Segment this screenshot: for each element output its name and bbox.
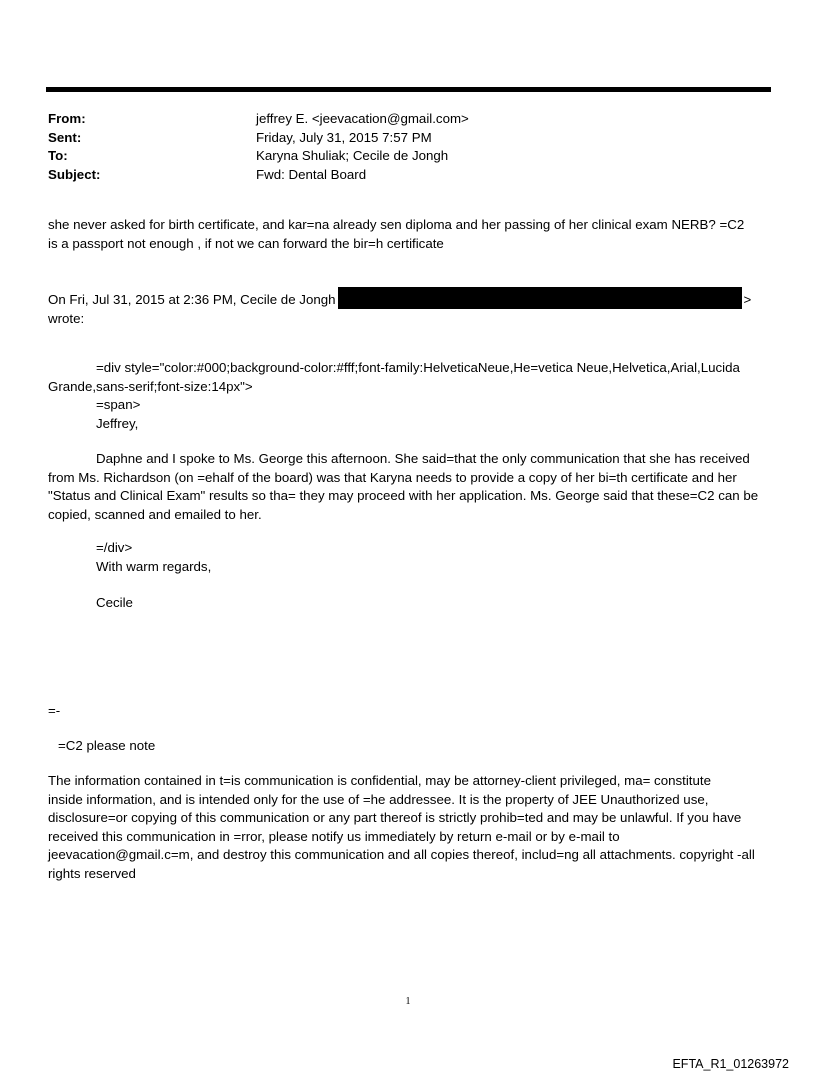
message-paragraph [48, 216, 773, 253]
note-line: =C2 please note [58, 738, 156, 753]
subject-label: Subject: [48, 166, 101, 182]
message-line: is a passport not enough , if not we can forward the bir=h certificate [48, 235, 444, 251]
quoted-line: copied, scanned and emailed to her. [48, 506, 262, 522]
from-row [48, 110, 768, 129]
disclaimer-line: inside information, and is intended only for the use of =he addressee. It is the property of JEE Unauthorized use, [48, 791, 709, 807]
header-rule [46, 87, 771, 92]
div-line: =div style="color:#000;background-color:#fff;font-family:HelveticaNeue,He=vetica Neue,Helvetica,Arial,Lucida [96, 360, 740, 375]
page-number: 1 [405, 996, 411, 1007]
closing [48, 539, 773, 576]
enddiv-line: =/div> [96, 540, 133, 555]
quote-intro-wrote: wrote: [48, 310, 85, 326]
sent-row [48, 129, 768, 148]
disclaimer-line: disclosure=or copying of this communication or any part thereof is strictly prohib=ted and may be unlawful. If you have [48, 810, 742, 825]
to-label: To: [48, 148, 68, 163]
message-line: she never asked for birth certificate, and kar=na already sen diploma and her passing of her clinical exam NERB? =C2 [48, 217, 745, 232]
to-value: Karyna Shuliak; Cecile de Jongh [256, 148, 449, 163]
subject-value: Fwd: Dental Board [256, 166, 367, 182]
div-line: Grande,sans-serif;font-size:14px"> [48, 378, 253, 394]
subject-row [48, 166, 768, 185]
signature-name: Cecile [96, 595, 133, 610]
signature [48, 594, 773, 613]
separator: =- [48, 703, 61, 718]
quoted-paragraph [48, 450, 773, 524]
greeting: Jeffrey, [96, 415, 139, 431]
quote-intro-line [48, 287, 773, 310]
span-line: =span> [96, 397, 141, 412]
disclaimer-line: The information contained in t=is communication is confidential, may be attorney-client privileged, ma= constitute [48, 773, 711, 788]
regards-line: With warm regards, [96, 558, 212, 574]
disclaimer-line: rights reserved [48, 865, 136, 881]
quoted-line: from Ms. Richardson (on =ehalf of the board) was that Karyna needs to provide a copy of her bi=th certificate and her [48, 469, 737, 485]
disclaimer [48, 772, 773, 883]
to-row [48, 147, 768, 166]
redaction-block [338, 287, 742, 309]
quote-intro-text: On Fri, Jul 31, 2015 at 2:36 PM, Cecile de Jongh [48, 292, 336, 307]
bates-number: EFTA_R1_01263972 [672, 1057, 789, 1071]
from-label: From: [48, 111, 86, 126]
html-div-fragment [48, 359, 773, 433]
email-header [48, 110, 768, 184]
quoted-line: "Status and Clinical Exam" results so tha= they may proceed with her application. Ms. George said that these=C2 can be [48, 488, 759, 503]
sent-value: Friday, July 31, 2015 7:57 PM [256, 129, 432, 145]
quote-intro [48, 287, 773, 328]
quoted-line: Daphne and I spoke to Ms. George this afternoon. She said=that the only communication that she has received [96, 451, 750, 466]
from-value: jeffrey E. <jeevacation@gmail.com> [256, 111, 469, 126]
disclaimer-line: received this communication in =rror, please notify us immediately by return e-mail or by e-mail to [48, 828, 620, 844]
disclaimer-line: jeevacation@gmail.c=m, and destroy this communication and all copies thereof, includ=ng all attachments. copyright -all [48, 847, 755, 862]
sent-label: Sent: [48, 129, 82, 145]
quote-intro-bracket: > [743, 292, 752, 307]
